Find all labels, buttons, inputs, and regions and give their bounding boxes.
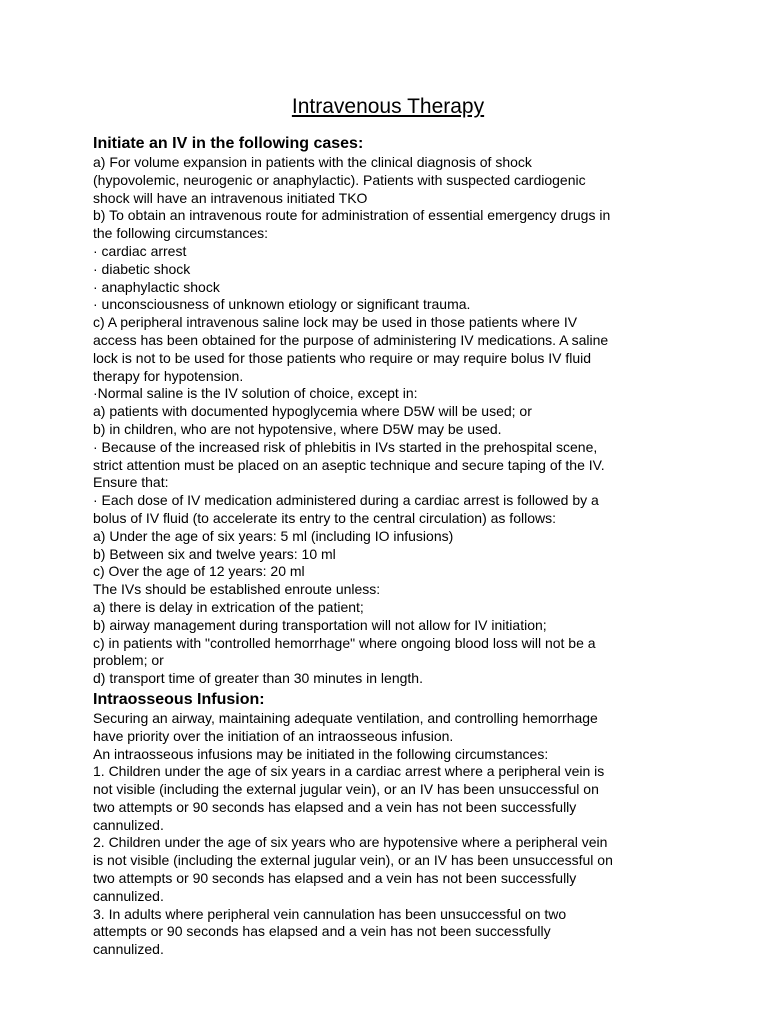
text-line: the following circumstances: (93, 225, 269, 242)
text-line: d) transport time of greater than 30 minutes in length. (93, 670, 423, 687)
text-line: · cardiac arrest (93, 242, 187, 259)
text-line: a) there is delay in extrication of the patient; (93, 598, 364, 615)
text-line: An intraosseous infusions may be initiated in the following circumstances: (93, 745, 549, 762)
section-body-intraosseous-infusion (93, 710, 683, 959)
text-line: · unconsciousness of unknown etiology or significant trauma. (93, 296, 471, 313)
text-line: b) To obtain an intravenous route for administration of essential emergency drugs in (93, 207, 611, 224)
text-line: attempts or 90 seconds has elapsed and a vein has not been successfully (93, 923, 551, 940)
text-line: two attempts or 90 seconds has elapsed and a vein has not been successfully (93, 798, 577, 815)
text-line: ·Normal saline is the IV solution of choice, except in: (93, 385, 418, 402)
text-line: problem; or (93, 652, 164, 669)
text-line: · Each dose of IV medication administered during a cardiac arrest is followed by a (93, 492, 599, 509)
text-line: c) A peripheral intravenous saline lock may be used in those patients where IV (93, 314, 578, 331)
text-line: c) Over the age of 12 years: 20 ml (93, 563, 305, 580)
text-line: lock is not to be used for those patients who require or may require bolus IV fluid (93, 349, 592, 366)
text-line: 1. Children under the age of six years in a cardiac arrest where a peripheral vein is (93, 763, 605, 780)
text-line: strict attention must be placed on an aseptic technique and secure taping of the IV. (93, 456, 605, 473)
text-line: The IVs should be established enroute unless: (93, 581, 381, 598)
text-line: cannulized. (93, 941, 164, 958)
document-title: Intravenous Therapy (291, 95, 485, 118)
text-line: a) For volume expansion in patients with the clinical diagnosis of shock (93, 154, 532, 170)
text-line: a) Under the age of six years: 5 ml (including IO infusions) (93, 527, 454, 544)
section-intraosseous-infusion (93, 690, 683, 959)
text-line: is not visible (including the external jugular vein), or an IV has been unsuccessful on (93, 852, 613, 869)
section-heading-intraosseous-infusion: Intraosseous Infusion: (93, 690, 265, 708)
text-line: b) airway management during transportation will not allow for IV initiation; (93, 616, 547, 633)
text-line: · Because of the increased risk of phlebitis in IVs started in the prehospital scene, (93, 438, 598, 455)
text-line: b) Between six and twelve years: 10 ml (93, 545, 336, 562)
text-line: access has been obtained for the purpose of administering IV medications. A saline (93, 331, 609, 348)
section-iv-indications (93, 134, 683, 688)
text-line: cannulized. (93, 816, 164, 833)
text-line: Ensure that: (93, 474, 169, 491)
text-line: therapy for hypotension. (93, 367, 244, 384)
text-line: two attempts or 90 seconds has elapsed and a vein has not been successfully (93, 870, 577, 887)
text-line: · anaphylactic shock (93, 278, 220, 295)
text-line: 3. In adults where peripheral vein cannulation has been unsuccessful on two (93, 905, 567, 922)
text-line: b) in children, who are not hypotensive, where D5W may be used. (93, 420, 502, 437)
document-page (93, 94, 683, 959)
text-line: a) patients with documented hypoglycemia where D5W will be used; or (93, 403, 532, 420)
text-line: not visible (including the external jugular vein), or an IV has been unsuccessful on (93, 781, 599, 798)
text-line: Securing an airway, maintaining adequate ventilation, and controlling hemorrhage (93, 709, 598, 726)
text-line: cannulized. (93, 887, 164, 904)
text-line: c) in patients with "controlled hemorrhage" where ongoing blood loss will not be a (93, 634, 596, 651)
text-line: shock will have an intravenous initiated TKO (93, 189, 368, 206)
text-line: bolus of IV fluid (to accelerate its entry to the central circulation) as follows: (93, 509, 556, 526)
text-line: (hypovolemic, neurogenic or anaphylactic). Patients with suspected cardiogenic (93, 171, 586, 188)
text-line: · diabetic shock (93, 260, 191, 277)
section-body-iv-indications (93, 154, 683, 688)
text-line: have priority over the initiation of an intraosseous infusion. (93, 727, 454, 744)
section-heading-iv-indications: Initiate an IV in the following cases: (93, 135, 364, 152)
text-line: 2. Children under the age of six years who are hypotensive where a peripheral vein (93, 834, 608, 851)
